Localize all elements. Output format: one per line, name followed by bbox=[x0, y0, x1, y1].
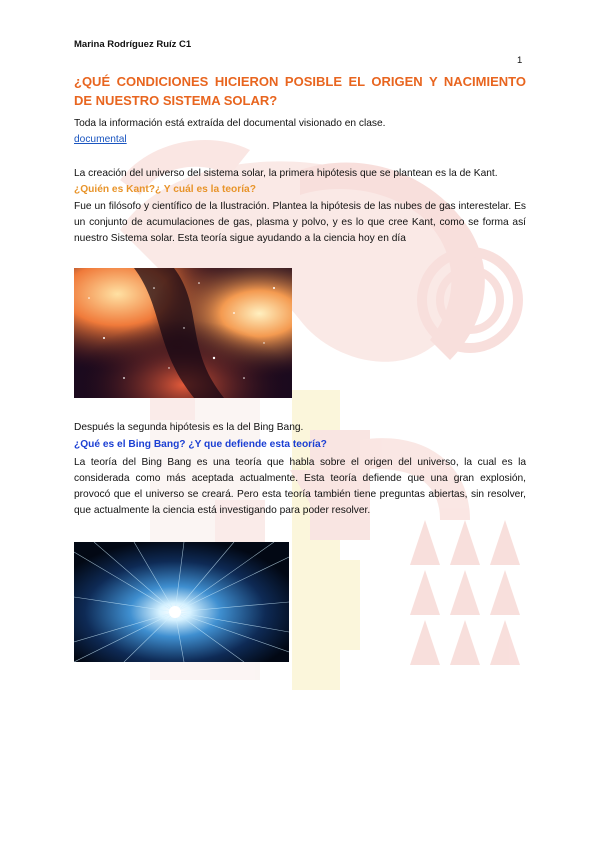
kant-paragraph: Fue un filósofo y científico de la Ilustración. Plantea la hipótesis de las nubes de gas interestelar. Es un conjunto de acumulaciones de gas, plasma y polvo, y es lo que cree Kant, como se forma así nuestro Sistema solar. Esta teoría sigue ayudando a la ciencia hoy en día bbox=[74, 201, 526, 244]
link-row bbox=[74, 132, 526, 148]
bigbang-intro: Después la segunda hipótesis es la del Bing Bang. bbox=[74, 422, 304, 433]
nebula-image bbox=[74, 268, 292, 398]
bigbang-image bbox=[74, 542, 289, 662]
page-number: 1 bbox=[517, 55, 523, 66]
documental-link[interactable]: documental bbox=[74, 134, 127, 145]
document-title: ¿QUÉ CONDICIONES HICIERON POSIBLE EL ORIGEN Y NACIMIENTO DE NUESTRO SISTEMA SOLAR? bbox=[74, 74, 526, 108]
bigbang-paragraph: La teoría del Bing Bang es una teoría que habla sobre el origen del universo, la cual es la considerada como más aceptada actualmente. Esta teoría defiende que una gran explosión, provocó que el universo se creará. Pero esta teoría también tiene preguntas abiertas, sin resolver, que actualmente la ciencia está investigando para poder resolver. bbox=[74, 457, 526, 516]
header-author: Marina Rodríguez Ruíz C1 bbox=[74, 39, 192, 50]
kant-question: ¿Quién es Kant?¿ Y cuál es la teoría? bbox=[74, 184, 256, 195]
kant-intro: La creación del universo del sistema solar, la primera hipótesis que se plantean es la de Kant. bbox=[74, 168, 498, 179]
intro-text: Toda la información está extraída del documental visionado en clase. bbox=[74, 118, 386, 129]
bigbang-question: ¿Qué es el Bing Bang? ¿Y que defiende esta teoría? bbox=[74, 439, 327, 450]
